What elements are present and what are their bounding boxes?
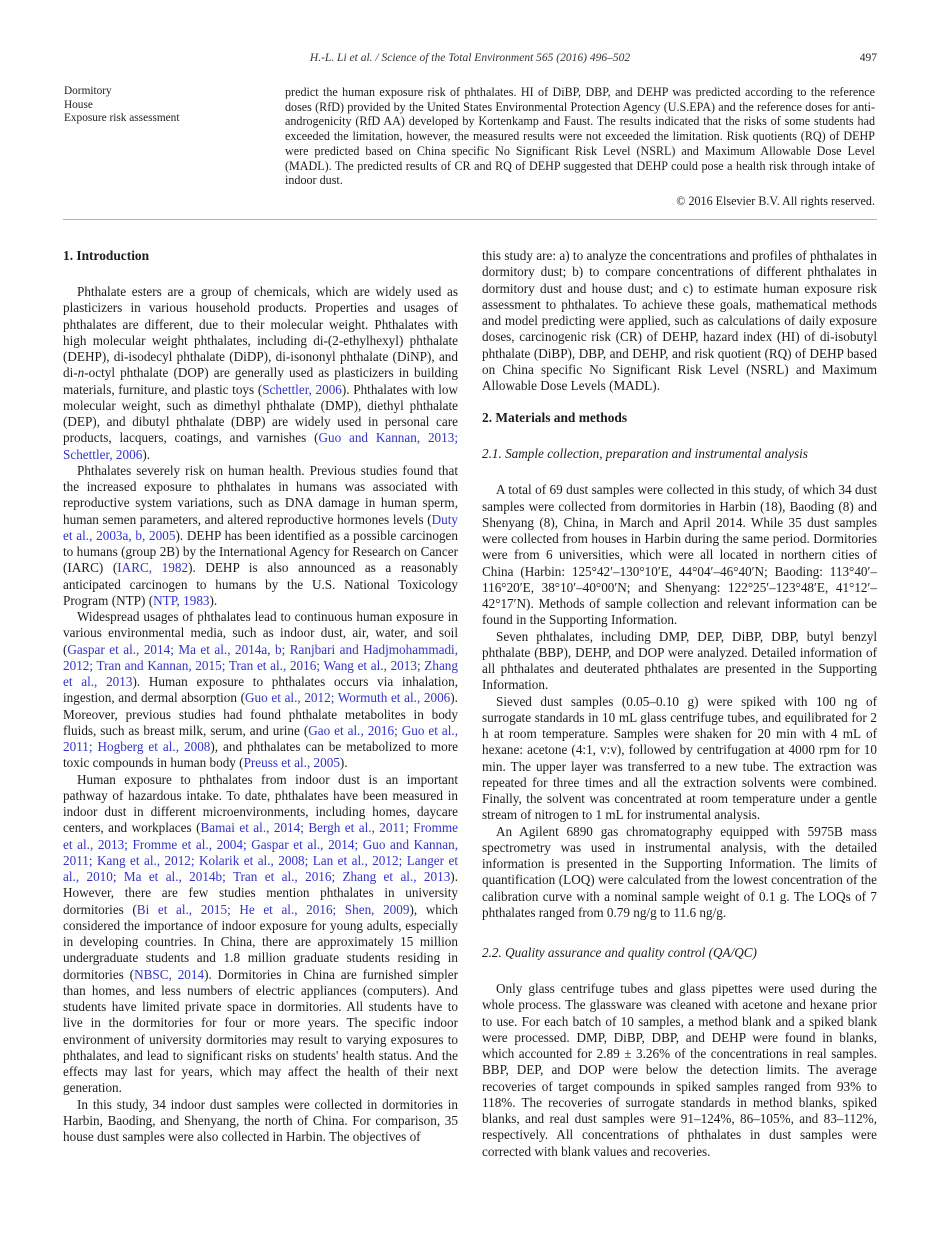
citation-link[interactable]: IARC, 1982 xyxy=(117,560,189,576)
citation-link[interactable]: NBSC, 2014 xyxy=(134,966,205,982)
paragraph: In this study, 34 indoor dust samples were collected in dormitories in Harbin, Baoding, and Shenyang, the north of China. For comparison, 35 house dust samples were also collected in Harbin. The objectives of xyxy=(63,1096,458,1144)
paragraph: Only glass centrifuge tubes and glass pipettes were used during the whole process. The glassware was cleaned with acetone and hexane prior to use. For each batch of 10 samples, a method blank and a spiked blank were processed. DMP, DiBP, DBP, and DEHP were found in blanks, which accounted for 2.89 ± 3.26% of the concentrations in real samples. BBP, DEP, and DOP were below the detection limits. The average recoveries of target compounds in spiked samples ranged from 93% to 118%. The recoveries of surrogate standards in method blanks, spiked blanks, and real dust samples were 91–124%, 86–105%, and 83–112%, respectively. All concentrations of phthalates in dust samples were corrected with blank values and recoveries. xyxy=(482,981,877,1159)
subsection-heading: 2.1. Sample collection, preparation and instrumental analysis xyxy=(482,446,808,462)
abstract-text: predict the human exposure risk of phthalates. HI of DiBP, DBP, and DEHP was predicted according to the reference doses (RfD) provided by the United States Environmental Protection Agency (U.S.EPA) and the reference doses for anti-androgenicity (RfD AA) developed by Kortenkamp and Faust. The results indicated that the risks of some students had exceeded the limitation, however, the measured results were not exceeded the limitation. Risk quotients (RQ) of DEHP were predicted based on China specific No Significant Risk Level (NSRL) and Maximum Allowable Dose Level (MADL). The predicted results of CR and RQ of DEHP suggested that DEHP could pose a health risk through intake of indoor dust. xyxy=(285,85,875,188)
section-heading: 1. Introduction xyxy=(63,248,150,263)
citation-link[interactable]: Guo et al., 2012; Wormuth et al., 2006 xyxy=(245,690,451,706)
citation-link[interactable]: Bamai et al., 2014; Bergh et al., 2011; Fromme et al., 2013; Fromme et al., 2004; Gaspar et al., 2014; Guo and Kannan, 2011; Kang et al., 2012; Kolarik et al., 2008; Lan et al., 2012; Langer et al., 2010; Ma et al., 2014b; Tran et al., 2016; Zhang et al., 2013 xyxy=(63,820,458,884)
citation-link[interactable]: Preuss et al., 2005 xyxy=(243,755,340,771)
citation-link[interactable]: Bi et al., 2015; He et al., 2016; Shen, 2009 xyxy=(136,901,410,917)
paragraph: Widespread usages of phthalates lead to continuous human exposure in various environmental media, such as indoor dust, air, water, and soil (Gaspar et al., 2014; Ma et al., 2014a, b; Ranjbari and Hadjmohammadi, 2012; Tran and Kannan, 2015; Tran et al., 2016; Wang et al., 2013; Zhang et al., 2013). Human exposure to phthalates occurs via inhalation, ingestion, and dermal absorption (Guo et al., 2012; Wormuth et al., 2006). Moreover, previous studies had found phthalate metabolites in body fluids, such as breast milk, serum, and urine (Gao et al., 2016; Guo et al., 2011; Hogberg et al., 2008), and phthalates can be metabolized to more toxic compounds in human body (Preuss et al., 2005). xyxy=(63,609,458,771)
copyright-notice: © 2016 Elsevier B.V. All rights reserved. xyxy=(676,193,875,208)
paragraph: Seven phthalates, including DMP, DEP, DiBP, DBP, butyl benzyl phthalate (BBP), DEHP, and DOP were analyzed. Detailed information of all phthalates and deuterated phthalates are presented in the Supporting Information. xyxy=(482,628,877,693)
paragraph: Phthalate esters are a group of chemicals, which are widely used as plasticizers in various household products. Properties and usages of phthalates are different, due to their molecular weight. Phthalates with high molecular weight phthalates, including di-(2-ethylhexyl) phthalate (DEHP), di-isodecyl phthalate (DiDP), di-isononyl phthalate (DiNP), and di-n-octyl phthalate (DOP) are generally used as plasticizers in building materials, furniture, and plastic toys (Schettler, 2006). Phthalates with low molecular weight, such as dimethyl phthalate (DMP), diethyl phthalate (DEP), and dibutyl phthalate (DBP) are widely used in personal care products, lacquers, coatings, and varnishes (Guo and Kannan, 2013; Schettler, 2006). xyxy=(63,284,459,462)
page-header xyxy=(63,52,877,64)
keyword: House xyxy=(64,98,93,111)
paragraph: A total of 69 dust samples were collected in this study, of which 34 dust samples were collected from dormitories in Harbin (18), Baoding (8) and Shenyang (8), China, in March and April 2014. While 35 dust samples were collected from houses in Harbin during the same period. Dormitories were from 6 universities, which were all located in northern cities of China (Harbin: 125°42′–130°10′E, 44°04′–46°40′N; Baoding: 113°40′–116°20′E, 38°10′–40°00′N; and Shenyang: 122°25′–123°48′E, 41°12′–42°17′N). Methods of sample collection and relevant information can be found in the Supporting Information. xyxy=(482,482,877,628)
paragraph: Sieved dust samples (0.05–0.10 g) were spiked with 100 ng of surrogate standards in 10 mL glass centrifuge tubes, and equilibrated for 2 h at room temperature. Samples were shaken for 20 min with 4 mL of hexane: acetone (4:1, v:v), followed by centrifugation at 4000 rpm for 10 min. The upper layer was transferred to a new tube. The extraction was repeated for three times and all the extraction solvents were combined. Finally, the solvent was concentrated at room temperature under a gentle stream of nitrogen to 1 mL for instrumental analysis. xyxy=(482,693,877,823)
keyword: Exposure risk assessment xyxy=(64,112,180,125)
paragraph: this study are: a) to analyze the concentrations and profiles of phthalates in dormitory dust; b) to compare concentrations of different phthalates in dormitory dust and house dust; and c) to estimate human exposure risk assessment to phthalates. To achieve these goals, mathematical methods and model predicting were applied, such as calculations of daily exposure doses, carcinogenic risk (CR) of DEHP, hazard index (HI) of di-isobutyl phthalate (DiBP), DBP, and DEHP, and risk quotient (RQ) of DEHP based on China specific No Significant Risk Level (NSRL) and Maximum Allowable Dose Levels (MADL). xyxy=(482,248,877,393)
citation-link[interactable]: NTP, 1983 xyxy=(153,592,210,608)
keywords-list xyxy=(64,85,264,126)
citation-link[interactable]: Guo and Kannan, 2013; Schettler, 2006 xyxy=(63,430,458,462)
running-head-citation: H.-L. Li et al. / Science of the Total Environment 565 (2016) 496–502 xyxy=(309,52,631,64)
italic-text: n xyxy=(77,365,85,381)
citation-link[interactable]: Schettler, 2006 xyxy=(262,381,342,397)
paragraph: Phthalates severely risk on human health. Previous studies found that the increased exposure to phthalates in humans was associated with reproductive system variations, such as DNA damage in human sperm, human semen parameters, and altered reproductive hormones levels (Duty et al., 2003a, b, 2005). DEHP has been identified as a possible carcinogen to humans (group 2B) by the International Agency for Research on Cancer (IARC) (IARC, 1982). DEHP is also announced as a reasonably anticipated carcinogen to humans by the U.S. National Toxicology Program (NTP) (NTP, 1983). xyxy=(63,462,458,608)
subsection-heading: 2.2. Quality assurance and quality control (QA/QC) xyxy=(482,945,757,960)
abstract-block xyxy=(285,85,875,209)
section-heading: 2. Materials and methods xyxy=(482,410,628,426)
page-number: 497 xyxy=(859,52,877,64)
citation-link[interactable]: Gao et al., 2016; Guo et al., 2011; Hogberg et al., 2008 xyxy=(63,722,458,754)
citation-link[interactable]: Gaspar et al., 2014; Ma et al., 2014a, b; Ranjbari and Hadjmohammadi, 2012; Tran and Kannan, 2015; Tran et al., 2016; Wang et al., 2013; Zhang et al., 2013 xyxy=(63,641,458,689)
citation-link[interactable]: Duty et al., 2003a, b, 2005 xyxy=(63,511,458,543)
keyword: Dormitory xyxy=(64,85,112,97)
right-column xyxy=(482,248,877,1160)
paragraph: An Agilent 6890 gas chromatography equipped with 5975B mass spectrometry was used in instrumental analysis, with the detailed information is presented in the Supporting Information. The limits of quantification (LOQ) were calculated from the lowest concentration of the calibration curve with a nominal sample weight of 0.1 g. The LOQs of 7 phthalates ranged from 0.79 ng/g to 11.6 ng/g. xyxy=(482,823,877,920)
paragraph: Human exposure to phthalates from indoor dust is an important pathway of hazardous intake. To date, phthalates have been measured in indoor dust in different microenvironments, including homes, daycare centers, and workplaces (Bamai et al., 2014; Bergh et al., 2011; Fromme et al., 2013; Fromme et al., 2004; Gaspar et al., 2014; Guo and Kannan, 2011; Kang et al., 2012; Kolarik et al., 2008; Lan et al., 2012; Langer et al., 2010; Ma et al., 2014b; Tran et al., 2016; Zhang et al., 2013). However, there are few studies mention phthalates in university dormitories (Bi et al., 2015; He et al., 2016; Shen, 2009), which considered the importance of indoor exposure for young adults, especially in developing countries. In China, there are approximately 15 million undergraduate students and 1.8 million graduate students residing in dormitories (NBSC, 2014). Dormitories in China are furnished simpler than homes, and less numbers of electric appliances (computers). And students have limited private space in dormitories. All students have to live in the dormitories for four or more years. The specific indoor environment of university dormitories may result to varying exposures to phthalates, and lead to significant risks on students' health status. And the effects may last for years, which may affect the health of their next generation. xyxy=(63,771,459,1096)
abstract-divider-rule xyxy=(63,219,877,220)
left-column xyxy=(63,248,458,1160)
article-body xyxy=(63,248,877,1160)
